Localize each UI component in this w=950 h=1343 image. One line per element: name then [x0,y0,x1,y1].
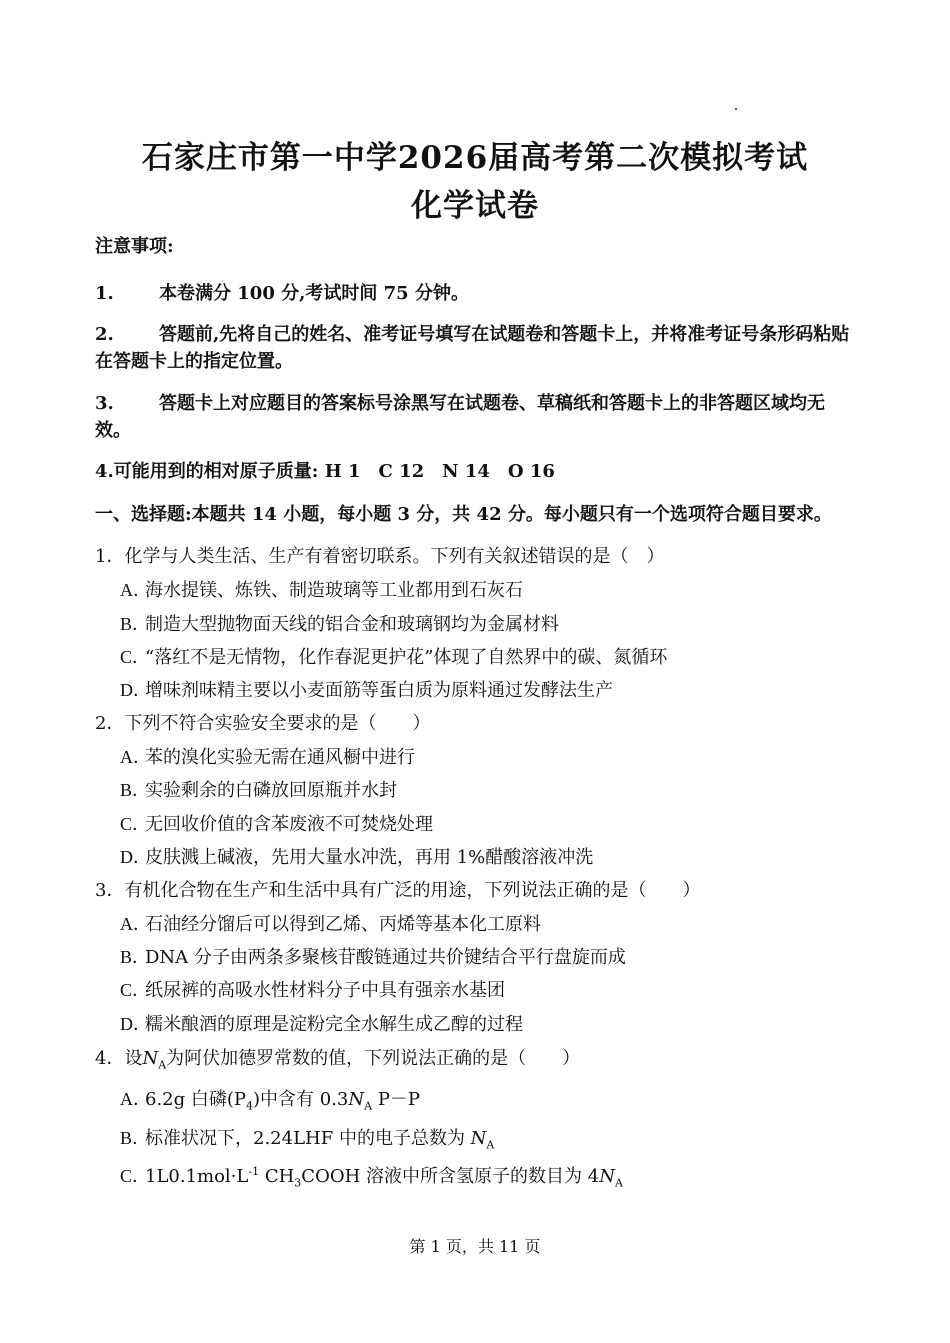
option-text: “落红不是无情物，化作春泥更护花”体现了自然界中的碳、氮循环 [145,647,668,668]
notice-item-text: 答题前,先将自己的姓名、准考证号填写在试题卷和答题卡上，并将准考证号条形码粘贴在答题卡上的指定位置。 [95,324,850,372]
notice-item-number: 2. [95,324,114,345]
option-text: 石油经分馏后可以得到乙烯、丙烯等基本化工原料 [145,914,541,935]
subscript: 3 [294,1176,302,1190]
avogadro-subscript: A [364,1099,373,1113]
question-1-option-c [120,643,880,669]
question-1-option-a [120,576,880,602]
question-2-option-d [120,843,880,869]
question-2-stem: 2．下列不符合实验安全要求的是（ ） [95,713,431,734]
question-1-stem: 1．化学与人类生活、生产有着密切联系。下列有关叙述错误的是（ ） [95,546,665,567]
avogadro-subscript: A [158,1058,167,1072]
option-letter: D． [120,1014,151,1034]
question-3-stem: 3．有机化合物在生产和生活中具有广泛的用途，下列说法正确的是（ ） [95,880,701,901]
option-text-part: 1L0.1mol·L [145,1166,249,1187]
option-letter: D． [120,680,151,700]
option-text: 无回收价值的含苯废液不可焚烧处理 [145,814,433,835]
option-letter: B． [120,614,151,634]
question-3-option-c [120,976,880,1002]
notice-item-2 [95,321,855,375]
avogadro-symbol: N [470,1128,487,1149]
atomic-mass-note: 4.可能用到的相对原子质量: H 1 C 12 N 14 O 16 [95,461,555,482]
option-letter: B． [120,1128,151,1148]
option-text-part: 6.2g 白磷(P [145,1089,247,1110]
avogadro-subscript: A [614,1176,623,1190]
subscript: 4 [246,1099,254,1113]
notice-item-text: 答题卡上对应题目的答案标号涂黑写在试题卷、草稿纸和答题卡上的非答题区域均无效。 [95,393,825,441]
avogadro-symbol: N [599,1166,615,1187]
option-letter: A． [120,1089,151,1109]
section-heading: 一、选择题:本题共 14 小题，每小题 3 分，共 42 分。每小题只有一个选项符合题目要求。 [95,504,832,525]
question-2-option-a [120,743,880,769]
option-text: 皮肤溅上碱液，先用大量水冲洗，再用 1%醋酸溶液冲洗 [145,847,594,868]
scan-speck [735,108,737,110]
option-letter: C． [120,980,151,1000]
option-text-part: P－P [372,1089,421,1110]
question-1-option-d [120,676,880,702]
question-1-option-b [120,610,880,636]
option-letter: A． [120,914,151,934]
option-text-part: )中含有 0.3 [253,1089,349,1110]
option-text: 苯的溴化实验无需在通风橱中进行 [145,747,415,768]
option-letter: C． [120,647,151,667]
question-3-option-d [120,1010,880,1036]
stem-suffix: 为阿伏加德罗常数的值，下列说法正确的是（ ） [166,1048,581,1069]
option-letter: B． [120,947,151,967]
option-text: 增味剂味精主要以小麦面筋等蛋白质为原料通过发酵法生产 [145,680,613,701]
avogadro-subscript: A [486,1138,495,1152]
avogadro-symbol: N [348,1089,365,1110]
superscript: -1 [248,1165,260,1178]
exam-title: 石家庄市第一中学2026届高考第二次模拟考试 [141,140,809,176]
notice-item-number: 3. [95,393,114,414]
notice-heading: 注意事项: [95,236,174,257]
notice-item-1 [95,280,855,307]
question-2-option-b [120,776,880,802]
question-3-option-a [120,910,880,936]
option-text: 制造大型抛物面天线的铝合金和玻璃钢均为金属材料 [145,614,559,635]
question-4-option-b [120,1124,880,1152]
option-letter: C． [120,1166,151,1186]
exam-subtitle: 化学试卷 [411,188,539,224]
question-2-option-c [120,810,880,836]
option-letter: B． [120,780,151,800]
notice-item-text: 本卷满分 100 分,考试时间 75 分钟。 [159,283,469,304]
notice-item-3 [95,390,855,444]
question-4-option-c [120,1162,880,1190]
option-letter: C． [120,814,151,834]
option-text-part: COOH 溶液中所含氢原子的数目为 4 [301,1166,600,1187]
option-text-part: CH [259,1166,295,1187]
option-letter: A． [120,580,151,600]
page-footer: 第 1 页，共 11 页 [409,1237,541,1256]
question-4-stem [95,1044,895,1072]
avogadro-symbol: N [142,1048,159,1069]
question-4-option-a [120,1085,880,1113]
option-text: 海水提镁、炼铁、制造玻璃等工业都用到石灰石 [145,580,523,601]
question-3-option-b [120,943,880,969]
option-text-part: 标准状况下，2.24LHF 中的电子总数为 [145,1128,471,1149]
option-text: 纸尿裤的高吸水性材料分子中具有强亲水基团 [145,980,505,1001]
option-letter: D． [120,847,151,867]
option-text: 糯米酿酒的原理是淀粉完全水解生成乙醇的过程 [145,1014,523,1035]
stem-prefix: 4．设 [95,1048,143,1069]
notice-item-number: 1. [95,283,114,304]
option-letter: A． [120,747,151,767]
option-text: 实验剩余的白磷放回原瓶并水封 [145,780,397,801]
option-text: DNA 分子由两条多聚核苷酸链通过共价键结合平行盘旋而成 [145,947,626,968]
